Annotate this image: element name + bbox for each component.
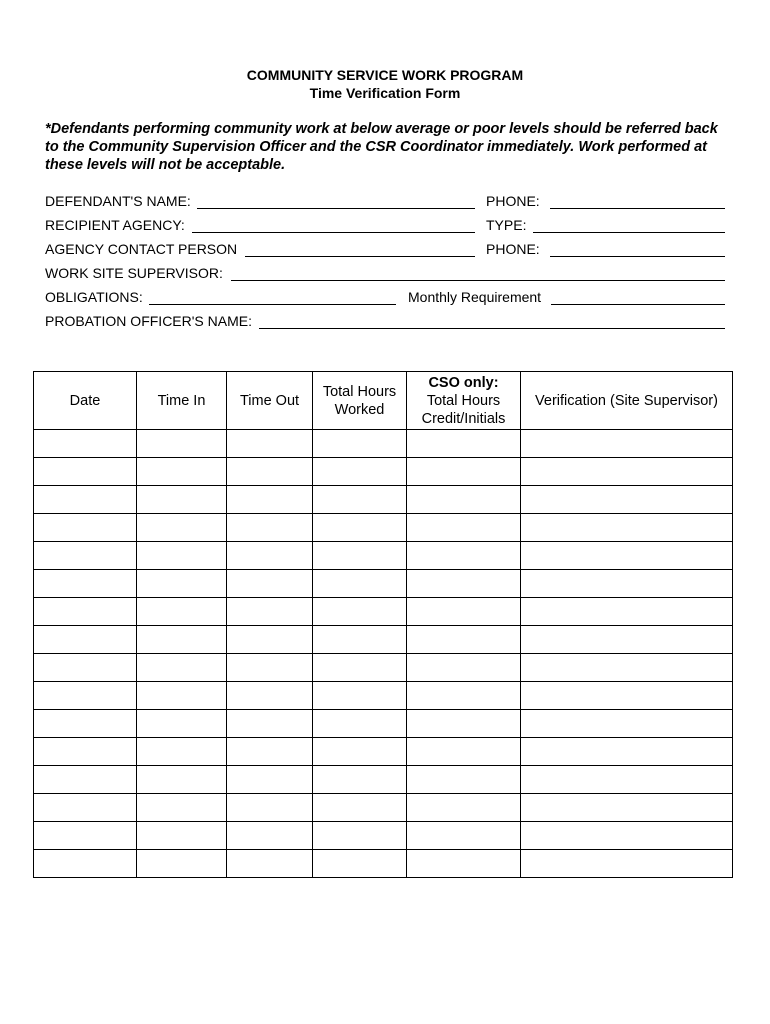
total-hours-cell[interactable] <box>313 710 407 738</box>
form-title: COMMUNITY SERVICE WORK PROGRAM <box>246 67 524 83</box>
time-out-cell[interactable] <box>227 850 313 878</box>
phone-field[interactable] <box>550 193 725 209</box>
cso-credit-cell[interactable] <box>407 682 521 710</box>
date-cell[interactable] <box>34 682 137 710</box>
form-subtitle: Time Verification Form <box>309 85 461 101</box>
date-cell[interactable] <box>34 458 137 486</box>
cso-credit-cell[interactable] <box>407 794 521 822</box>
date-cell[interactable] <box>34 542 137 570</box>
monthly-requirement-label: Monthly Requirement <box>408 289 542 305</box>
time-in-cell[interactable] <box>137 654 227 682</box>
probation-officer-field[interactable] <box>259 313 725 329</box>
total-hours-cell[interactable] <box>313 430 407 458</box>
time-out-cell[interactable] <box>227 514 313 542</box>
total-hours-cell[interactable] <box>313 794 407 822</box>
time-out-cell[interactable] <box>227 766 313 794</box>
col-time-out: Time Out <box>227 372 313 430</box>
type-label: TYPE: <box>486 217 527 233</box>
cso-credit-cell[interactable] <box>407 458 521 486</box>
time-in-cell[interactable] <box>137 430 227 458</box>
col-cso-only <box>407 372 521 430</box>
verification-cell[interactable] <box>521 570 733 598</box>
date-cell[interactable] <box>34 822 137 850</box>
total-hours-cell[interactable] <box>313 542 407 570</box>
date-cell[interactable] <box>34 654 137 682</box>
table-row <box>34 794 733 822</box>
total-hours-cell[interactable] <box>313 598 407 626</box>
date-cell[interactable] <box>34 486 137 514</box>
table-row <box>34 598 733 626</box>
verification-cell[interactable] <box>521 738 733 766</box>
total-hours-cell[interactable] <box>313 682 407 710</box>
recipient-agency-field[interactable] <box>192 217 475 233</box>
agency-contact-label: AGENCY CONTACT PERSON <box>45 241 238 257</box>
verification-cell[interactable] <box>521 598 733 626</box>
cso-credit-cell[interactable] <box>407 542 521 570</box>
table-row <box>34 710 733 738</box>
work-site-supervisor-field[interactable] <box>231 265 725 281</box>
table-header-row <box>34 372 733 430</box>
verification-cell[interactable] <box>521 458 733 486</box>
col-cso-line-2: Total Hours <box>426 392 501 409</box>
time-out-cell[interactable] <box>227 822 313 850</box>
time-in-cell[interactable] <box>137 766 227 794</box>
table-row <box>34 654 733 682</box>
time-in-cell[interactable] <box>137 458 227 486</box>
time-out-cell[interactable] <box>227 654 313 682</box>
verification-cell[interactable] <box>521 514 733 542</box>
time-log-body <box>34 430 733 878</box>
verification-cell[interactable] <box>521 486 733 514</box>
cso-credit-cell[interactable] <box>407 822 521 850</box>
total-hours-cell[interactable] <box>313 766 407 794</box>
phone-label-2: PHONE: <box>486 241 540 257</box>
time-out-cell[interactable] <box>227 710 313 738</box>
date-cell[interactable] <box>34 570 137 598</box>
cso-credit-cell[interactable] <box>407 710 521 738</box>
date-cell[interactable] <box>34 738 137 766</box>
work-site-supervisor-label: WORK SITE SUPERVISOR: <box>45 265 223 281</box>
cso-credit-cell[interactable] <box>407 486 521 514</box>
time-out-cell[interactable] <box>227 794 313 822</box>
table-row <box>34 542 733 570</box>
cso-credit-cell[interactable] <box>407 850 521 878</box>
agency-contact-field[interactable] <box>245 241 475 257</box>
col-total-hours-worked <box>313 372 407 430</box>
total-hours-cell[interactable] <box>313 626 407 654</box>
table-row <box>34 514 733 542</box>
time-out-cell[interactable] <box>227 430 313 458</box>
date-cell[interactable] <box>34 766 137 794</box>
time-out-cell[interactable] <box>227 598 313 626</box>
time-out-cell[interactable] <box>227 486 313 514</box>
phone-label: PHONE: <box>486 193 540 209</box>
obligations-label: OBLIGATIONS: <box>45 289 143 305</box>
probation-officer-label: PROBATION OFFICER'S NAME: <box>45 313 252 329</box>
time-out-cell[interactable] <box>227 458 313 486</box>
table-row <box>34 570 733 598</box>
total-hours-cell[interactable] <box>313 514 407 542</box>
col-total-hours-line-1: Total Hours <box>322 383 397 400</box>
verification-cell[interactable] <box>521 710 733 738</box>
verification-cell[interactable] <box>521 682 733 710</box>
defendant-name-field[interactable] <box>197 193 475 209</box>
cso-credit-cell[interactable] <box>407 514 521 542</box>
recipient-agency-label: RECIPIENT AGENCY: <box>45 217 185 233</box>
time-in-cell[interactable] <box>137 794 227 822</box>
table-row <box>34 430 733 458</box>
monthly-requirement-field[interactable] <box>551 289 725 305</box>
date-cell[interactable] <box>34 626 137 654</box>
col-cso-line-3: Credit/Initials <box>421 410 506 427</box>
verification-cell[interactable] <box>521 430 733 458</box>
col-cso-line-1: CSO only: <box>428 374 499 391</box>
total-hours-cell[interactable] <box>313 850 407 878</box>
time-in-cell[interactable] <box>137 514 227 542</box>
verification-cell[interactable] <box>521 850 733 878</box>
verification-cell[interactable] <box>521 654 733 682</box>
total-hours-cell[interactable] <box>313 654 407 682</box>
time-out-cell[interactable] <box>227 682 313 710</box>
time-in-cell[interactable] <box>137 738 227 766</box>
date-cell[interactable] <box>34 430 137 458</box>
notice-text: *Defendants performing community work at below average or poor levels should be referred back to the Community Supervision Officer and the CSR Coordinator immediately. Work performed at these levels will not be acceptable. <box>45 121 718 173</box>
time-in-cell[interactable] <box>137 822 227 850</box>
time-out-cell[interactable] <box>227 738 313 766</box>
time-out-cell[interactable] <box>227 570 313 598</box>
date-cell[interactable] <box>34 850 137 878</box>
time-in-cell[interactable] <box>137 486 227 514</box>
time-in-cell[interactable] <box>137 570 227 598</box>
total-hours-cell[interactable] <box>313 822 407 850</box>
date-cell[interactable] <box>34 598 137 626</box>
date-cell[interactable] <box>34 710 137 738</box>
verification-cell[interactable] <box>521 626 733 654</box>
total-hours-cell[interactable] <box>313 738 407 766</box>
date-cell[interactable] <box>34 794 137 822</box>
table-row <box>34 458 733 486</box>
time-in-cell[interactable] <box>137 850 227 878</box>
cso-credit-cell[interactable] <box>407 570 521 598</box>
table-row <box>34 822 733 850</box>
total-hours-cell[interactable] <box>313 570 407 598</box>
form-header <box>0 66 770 102</box>
time-out-cell[interactable] <box>227 542 313 570</box>
table-row <box>34 850 733 878</box>
obligations-field[interactable] <box>149 289 396 305</box>
table-row <box>34 626 733 654</box>
table-row <box>34 738 733 766</box>
date-cell[interactable] <box>34 514 137 542</box>
cso-credit-cell[interactable] <box>407 654 521 682</box>
time-in-cell[interactable] <box>137 542 227 570</box>
cso-credit-cell[interactable] <box>407 430 521 458</box>
col-date: Date <box>34 372 137 430</box>
verification-cell[interactable] <box>521 542 733 570</box>
phone-field-2[interactable] <box>550 241 725 257</box>
col-time-in: Time In <box>137 372 227 430</box>
table-row <box>34 766 733 794</box>
type-field[interactable] <box>533 217 725 233</box>
cso-credit-cell[interactable] <box>407 738 521 766</box>
cso-credit-cell[interactable] <box>407 626 521 654</box>
table-row <box>34 486 733 514</box>
time-in-cell[interactable] <box>137 710 227 738</box>
col-verification: Verification (Site Supervisor) <box>521 372 733 430</box>
time-in-cell[interactable] <box>137 598 227 626</box>
total-hours-cell[interactable] <box>313 486 407 514</box>
table-row <box>34 682 733 710</box>
verification-cell[interactable] <box>521 794 733 822</box>
time-in-cell[interactable] <box>137 682 227 710</box>
cso-credit-cell[interactable] <box>407 598 521 626</box>
cso-credit-cell[interactable] <box>407 766 521 794</box>
verification-cell[interactable] <box>521 822 733 850</box>
defendant-name-label: DEFENDANT'S NAME: <box>45 193 191 209</box>
total-hours-cell[interactable] <box>313 458 407 486</box>
verification-cell[interactable] <box>521 766 733 794</box>
time-log-table <box>33 371 733 878</box>
col-total-hours-line-2: Worked <box>334 401 385 418</box>
time-in-cell[interactable] <box>137 626 227 654</box>
time-out-cell[interactable] <box>227 626 313 654</box>
